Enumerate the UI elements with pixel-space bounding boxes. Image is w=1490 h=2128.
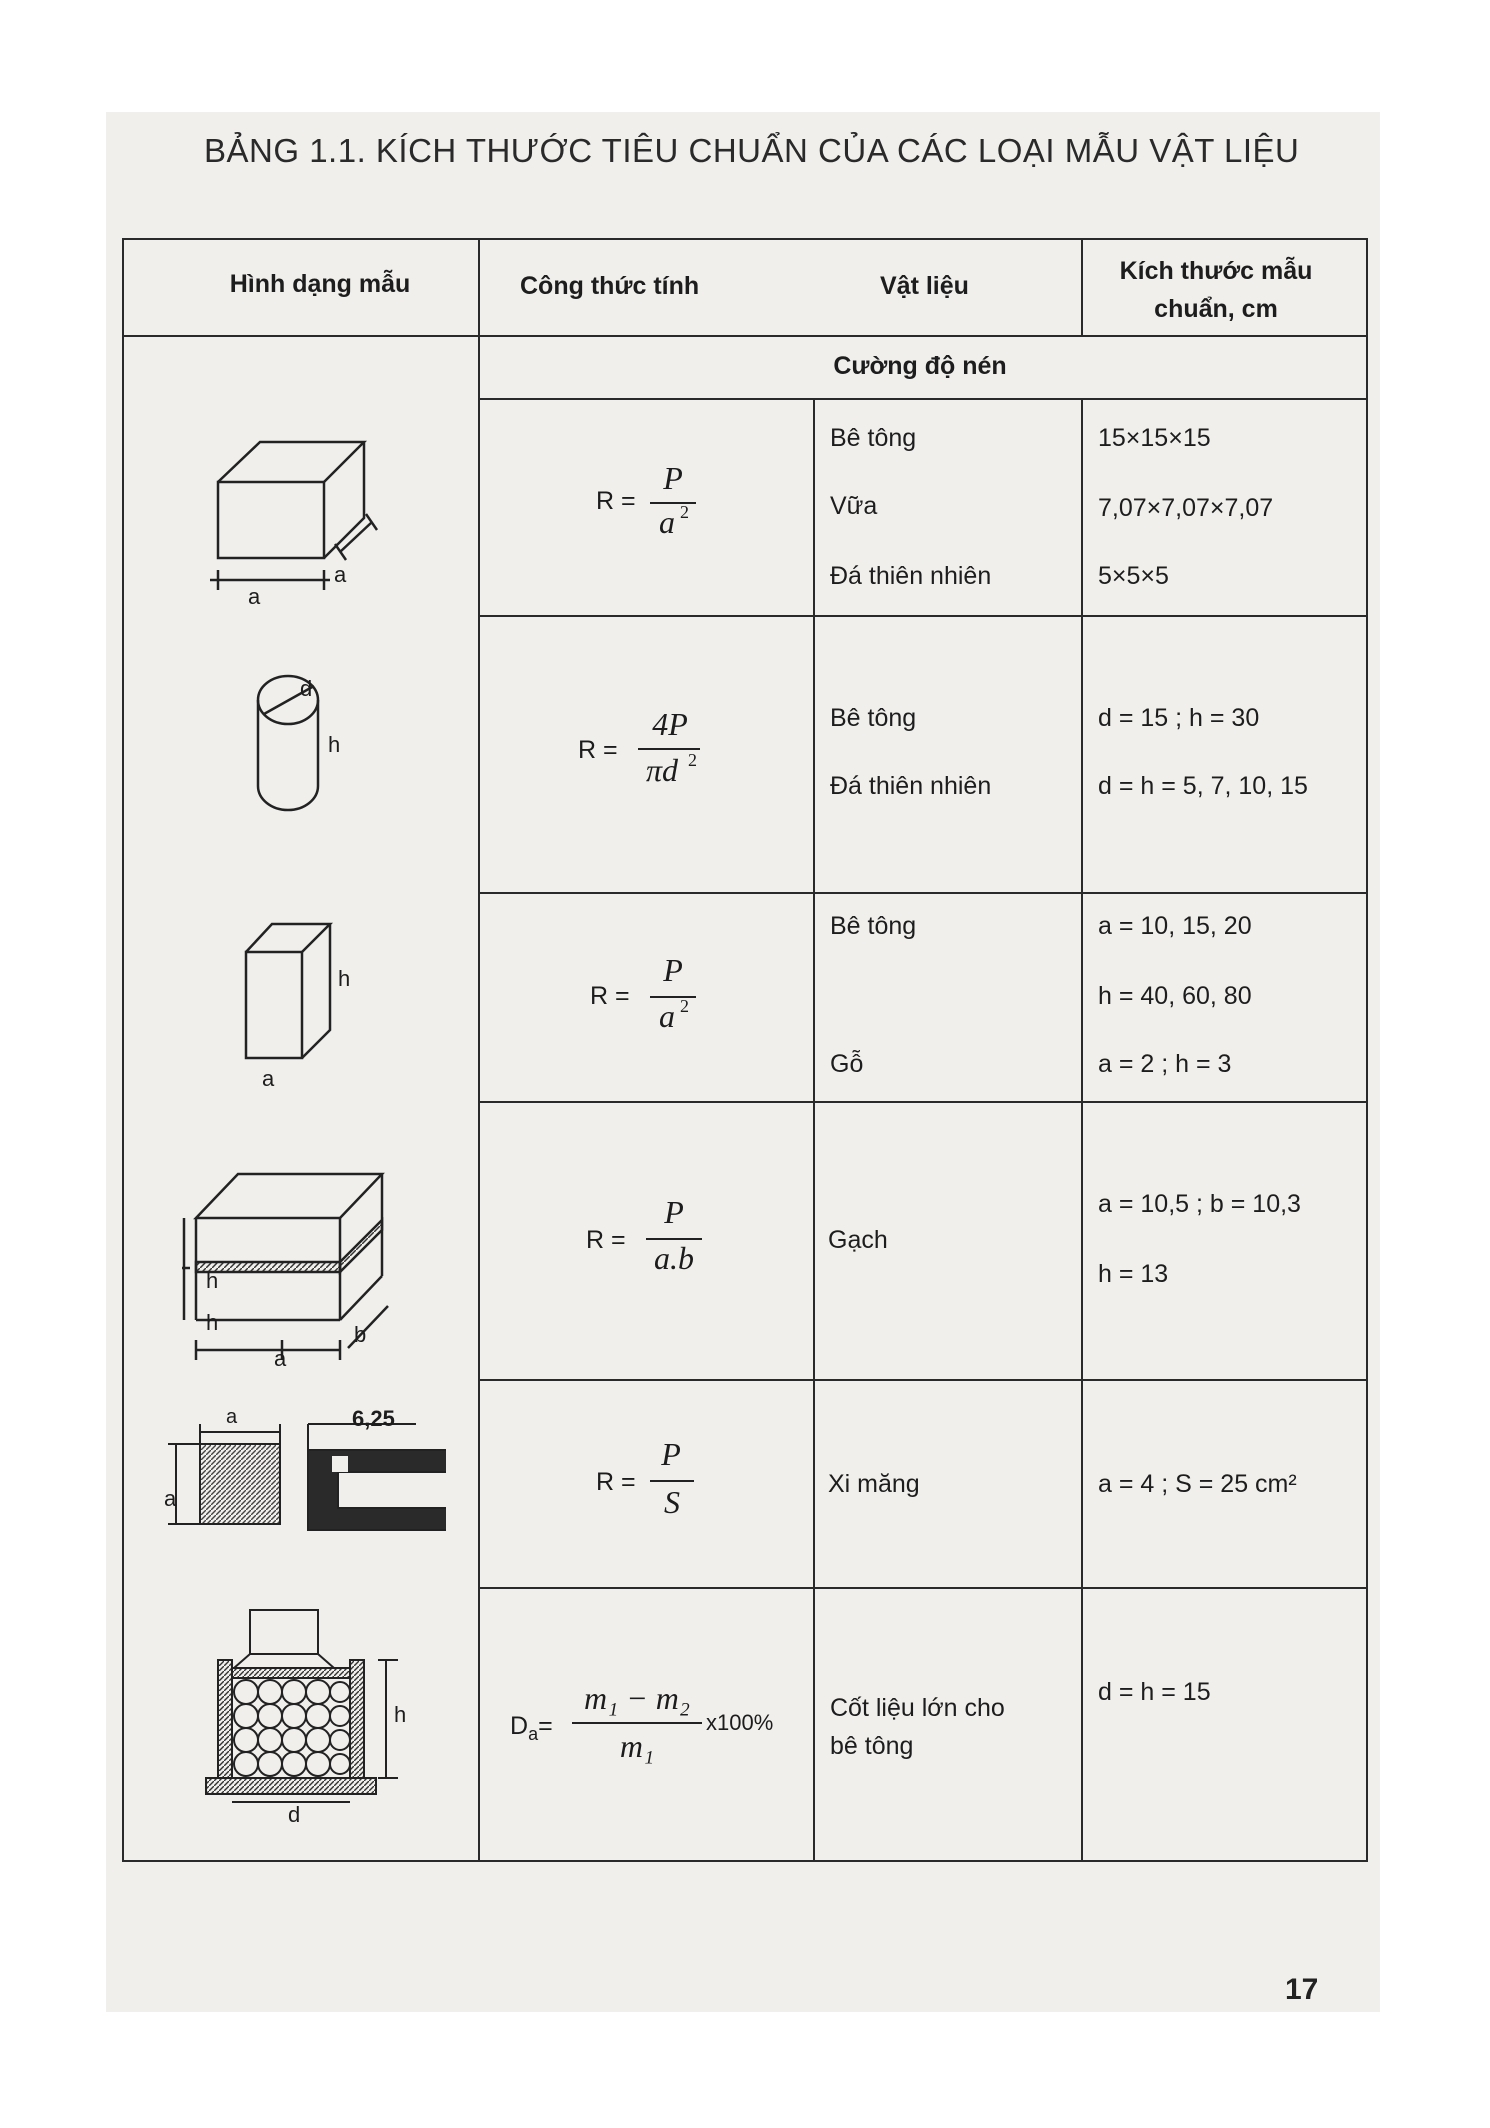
size-cell: h = 13 [1098,1260,1169,1288]
aggregate-label-d: d [288,1802,301,1827]
formula-lhs-subscript: a [528,1724,539,1744]
brick-label-b: b [354,1322,367,1347]
fraction-bar [650,1480,694,1482]
fraction-bar [572,1722,702,1724]
aggregate-label-h: h [394,1702,407,1727]
formula-lhs [510,1712,553,1745]
formula-exponent: 2 [688,750,697,770]
prism-figure [238,918,351,1068]
material-cell: Đá thiên nhiên [830,772,992,800]
formula-numerator: P [661,1436,681,1472]
formula-lhs: R = [596,1468,636,1496]
size-cell: a = 10,5 ; b = 10,3 [1098,1190,1301,1218]
material-cell: Vữa [830,492,878,520]
formula-numerator: m₁ − m₂ [583,1680,691,1716]
material-cell: Xi măng [828,1470,920,1498]
formula-numerator: P [663,952,683,988]
cylinder-label-d: d [300,676,313,701]
table-title: BẢNG 1.1. KÍCH THƯỚC TIÊU CHUẨN CỦA CÁC LOẠI MẪU VẬT LIỆU [204,132,1300,169]
cement-figure [156,1410,446,1560]
header-formula: Công thức tính [520,272,700,300]
material-cell: Gỗ [830,1050,864,1078]
formula-lhs: R = [590,982,630,1010]
cement-label-a-side: a [164,1486,177,1511]
formula-denominator: S [664,1484,680,1520]
cube-label-a-side: a [334,562,347,587]
size-cell: 7,07×7,07×7,07 [1098,494,1274,522]
formula-numerator: P [663,460,683,496]
formula-numerator: 4P [652,706,688,742]
brick-label-h-bottom: h [206,1310,219,1335]
formula-lhs: R = [586,1226,626,1254]
material-cell: Bê tông [830,912,917,940]
formula-suffix: x100% [706,1710,774,1735]
size-cell: 5×5×5 [1098,562,1169,590]
size-cell: a = 10, 15, 20 [1098,912,1252,940]
prism-label-a: a [262,1066,275,1091]
header-material: Vật liệu [880,272,969,300]
formula-lhs: R = [596,487,636,515]
header-shape: Hình dạng mẫu [229,270,411,298]
cylinder-label-h: h [328,732,341,757]
size-cell: d = 15 ; h = 30 [1098,704,1260,732]
formula-exponent: 2 [680,996,689,1016]
cube-label-a-bottom: a [248,584,261,609]
formula-exponent: 2 [680,502,689,522]
material-cell: Bê tông [830,704,917,732]
aggregate-cylinder-figure [204,1606,407,1806]
material-cell: Bê tông [830,424,917,452]
size-cell: a = 2 ; h = 3 [1098,1050,1232,1078]
formula-denominator: πd [645,752,679,788]
material-cell: Cốt liệu lớn cho [830,1694,1005,1722]
brick-label-a: a [274,1346,287,1371]
cube-figure [200,430,380,610]
formula-denominator: m₁ [619,1728,655,1764]
page-number: 17 [1285,1973,1319,2006]
size-cell: a = 4 ; S = 25 cm² [1098,1470,1297,1498]
header-size: Kích thước mẫu chuẩn, cm [1119,257,1313,323]
material-cell: bê tông [830,1732,914,1760]
material-cell: Gạch [828,1226,888,1254]
size-cell: d = h = 5, 7, 10, 15 [1098,772,1308,800]
formula-lhs-equals: = [538,1712,553,1740]
formula-lhs: R = [578,736,618,764]
prism-label-h: h [338,966,351,991]
formula-lhs-symbol: D [510,1712,529,1740]
size-cell: d = h = 15 [1098,1678,1211,1706]
formula-denominator: a [659,504,675,540]
material-cell: Đá thiên nhiên [830,562,992,590]
size-cell: 15×15×15 [1098,424,1211,452]
formula-denominator: a [659,998,675,1034]
size-cell: h = 40, 60, 80 [1098,982,1252,1010]
formula-denominator: a.b [654,1240,694,1276]
formula-numerator: P [664,1194,684,1230]
brick-label-h-top: h [206,1268,219,1293]
cement-label-a-top: a [226,1406,238,1428]
cement-label-625: 6,25 [352,1406,395,1431]
section-label: Cường độ nén [833,352,1007,380]
